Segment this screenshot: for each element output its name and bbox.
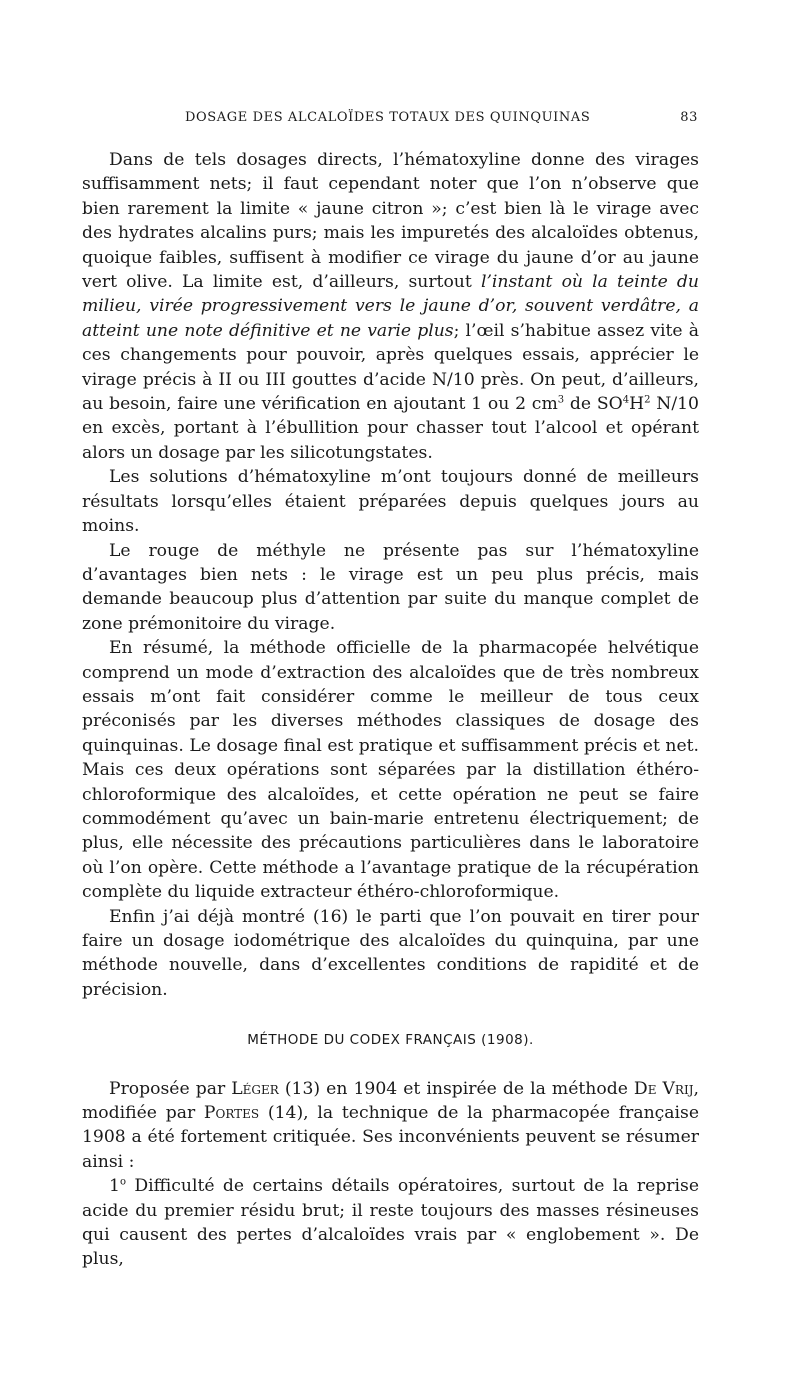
paragraph-resume-pharmacopee-helvetique: En résumé, la méthode officielle de la pharmacopée helvétique comprend un mode d’extraction des alcaloïdes que de très nombreux essais m’ont fait considérer comme le meilleur de tous ceux préconisés par les diverses méthodes classiques de dosage des quinquinas. Le dosage final est pratique et suffisamment précis et net. Mais ces deux opérations sont séparées par la distillation éthéro-chloroformique des alcaloïdes, et cette opération ne peut se faire commodément qu’avec un bain-marie entretenu électriquement; de plus, elle nécessite des précautions particulières dans le laboratoire où l’on opère. Cette méthode a l’avantage pratique de la récupération complète du liquide extracteur éthéro-chloroformique. xyxy=(82,638,699,903)
paragraph-codex-francais xyxy=(82,1077,699,1175)
text-run: Difficulté de certains détails opératoires, surtout de la reprise acide du premier résidu brut; il reste toujours des masses résineuses qui causent des pertes d’alcaloïdes vrais par « englobement ». De plus, xyxy=(82,1176,699,1270)
paragraph-rouge-methyle: Le rouge de méthyle ne présente pas sur l’hématoxyline d’avantages bien nets : le virage est un peu plus précis, mais demande beaucoup plus d’attention par suite du manque complet de zone prémonitoire du virage. xyxy=(82,540,699,634)
text-run: (13) en 1904 et inspirée de la méthode xyxy=(278,1078,634,1099)
text-run: ; l’œil s’habitue assez vite à ces changements pour pouvoir, après quelques essais, apprécier le virage précis à II ou III gouttes d’acide N/10 près. On peut, d’ailleurs, au besoin, faire une vérification en ajoutant 1 ou 2 cm xyxy=(82,320,699,415)
text-run: , modifiée par xyxy=(82,1078,699,1124)
running-head xyxy=(80,108,700,132)
superscript: 4 xyxy=(622,394,630,406)
running-title: DOSAGE DES ALCALOÏDES TOTAUX DES QUINQUINAS xyxy=(185,110,591,125)
text-run: H xyxy=(629,394,645,415)
superscript: 2 xyxy=(644,394,651,406)
superscript: o xyxy=(119,1176,126,1188)
paragraph-hematoxyline-virages xyxy=(82,148,699,465)
paragraph-dosage-iodometrique: Enfin j’ai déjà montré (16) le parti que l’on pouvait en tirer pour faire un dosage iodométrique des alcaloïdes du quinquina, par une méthode nouvelle, dans d’excellentes conditions de rapidité et de précision. xyxy=(82,906,699,1000)
author-name: De Vrij xyxy=(633,1078,694,1099)
italic-text-run: l’instant où la teinte du milieu, virée progressivement vers le jaune d’or, souvent verdâtre, a atteint une note définitive et ne varie plus xyxy=(82,272,700,341)
section-heading: MÉTHODE DU CODEX FRANÇAIS (1908). xyxy=(247,1032,534,1049)
text-run: de SO xyxy=(564,394,623,415)
text-run: (14), la technique de la pharmacopée française 1908 a été fortement critiquée. Ses inconvénients peuvent se résumer ainsi : xyxy=(82,1103,699,1172)
text-run: Dans de tels dosages directs, l’hématoxyline donne des virages suffisamment nets; il faut cependant noter que l’on n’observe que bien rarement la limite « jaune citron »; c’est bien là le virage avec des hydrates alcalins purs; mais les impuretés des alcaloïdes obtenus, quoique faibles, suffisent à modifier ce virage du jaune d’or au jaune vert olive. La limite est, d’ailleurs, surtout xyxy=(82,150,699,293)
author-name: Portes xyxy=(203,1103,260,1124)
superscript: 3 xyxy=(557,394,565,406)
text-run: Proposée par xyxy=(109,1078,232,1099)
page-number: 83 xyxy=(680,110,698,125)
paragraph-difficulte-details xyxy=(82,1174,699,1272)
paragraph-solutions-hematoxyline: Les solutions d’hématoxyline m’ont toujours donné de meilleurs résultats lorsqu’elles étaient préparées depuis quelques jours au moins. xyxy=(82,467,699,537)
body-text xyxy=(82,148,699,1272)
list-number: 1 xyxy=(109,1176,120,1197)
author-name: Léger xyxy=(231,1078,279,1099)
text-run: N/10 en excès, portant à l’ébullition pour chasser tout l’alcool et opérant alors un dosage par les silicotungstates. xyxy=(82,394,699,463)
